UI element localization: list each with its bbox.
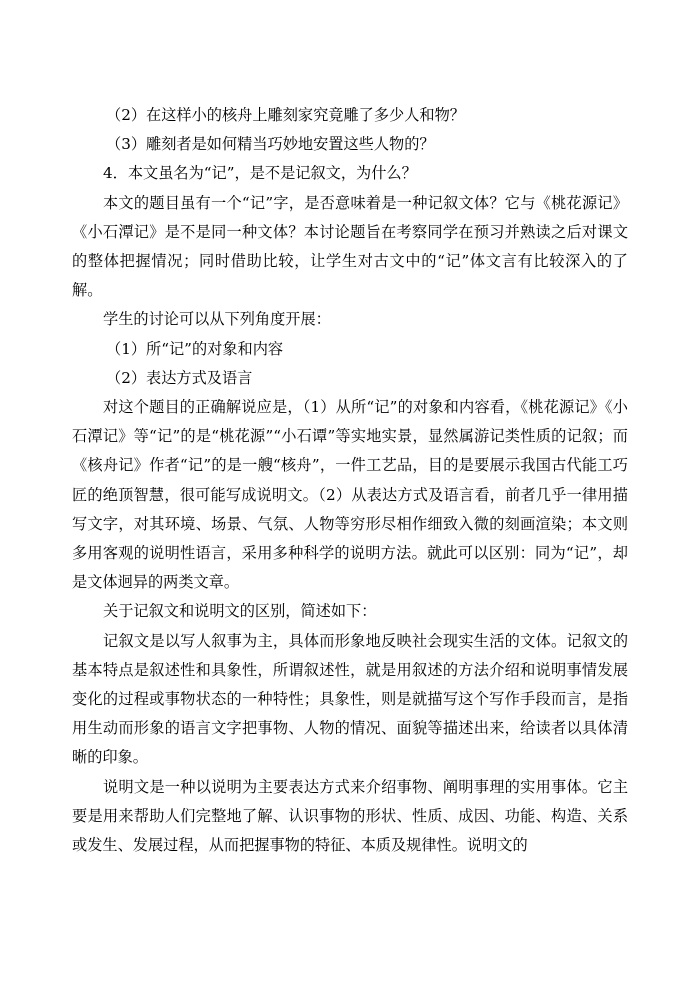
paragraph-title-discussion: 本文的题目虽有一个“记”字，是否意味着是一种记叙文体？它与《桃花源记》《小石潭记》是不是同一种文体？本讨论题旨在考察同学在预习并熟读之后对课文的整体把握情况；同时借助比较，让学生对古文中的“记”体文言有比较深入的了解。 (72, 193, 628, 300)
paragraph-expository: 说明文是一种以说明为主要表达方式来介绍事物、阐明事理的实用事体。它主要是用来帮助人们完整地了解、认识事物的形状、性质、成因、功能、构造、关系或发生、发展过程，从而把握事物的特征、本质及规律性。说明文的 (72, 777, 628, 855)
paragraph-narrative: 记叙文是以写人叙事为主，具体而形象地反映社会现实生活的文体。记叙文的基本特点是叙述性和具象性，所谓叙述性，就是用叙述的方法介绍和说明事情发展变化的过程或事物状态的一种特性；具象性，则是就描写这个写作手段而言，是指用生动而形象的语言文字把事物、人物的情况、面貌等描述出来，给读者以具体清晰的印象。 (72, 631, 628, 767)
document-body (72, 101, 628, 860)
angle-1: （1）所“记”的对象和内容 (106, 339, 284, 358)
paragraph-answer: 对这个题目的正确解说应是，（1）从所“记”的对象和内容看，《桃花源记》《小石潭记》等“记”的是“桃花源”“小石谭”等实地实景，显然属游记类性质的记叙；而《核舟记》作者“记”的是一艘“核舟”，一件工艺品，目的是要展示我国古代能工巧匠的绝顶智慧，很可能写成说明文。（2）从表达方式及语言看，前者几乎一律用描写文字，对其环境、场景、气氛、人物等穷形尽相作细致入微的刻画渲染；本文则多用客观的说明性语言，采用多种科学的说明方法。就此可以区别：同为“记”，却是文体迥异的两类文章。 (72, 398, 628, 592)
paragraph-discussion-angles: 学生的讨论可以从下列角度开展： (103, 310, 331, 329)
question-3: （3）雕刻者是如何精当巧妙地安置这些人物的？ (106, 135, 435, 154)
question-4: 4．本文虽名为“记”，是不是记叙文，为什么？ (103, 164, 417, 183)
paragraph-difference-intro: 关于记叙文和说明文的区别，简述如下： (103, 602, 377, 621)
angle-2: （2）表达方式及语言 (106, 368, 253, 387)
question-2: （2）在这样小的核舟上雕刻家究竟雕了多少人和物？ (106, 106, 465, 124)
